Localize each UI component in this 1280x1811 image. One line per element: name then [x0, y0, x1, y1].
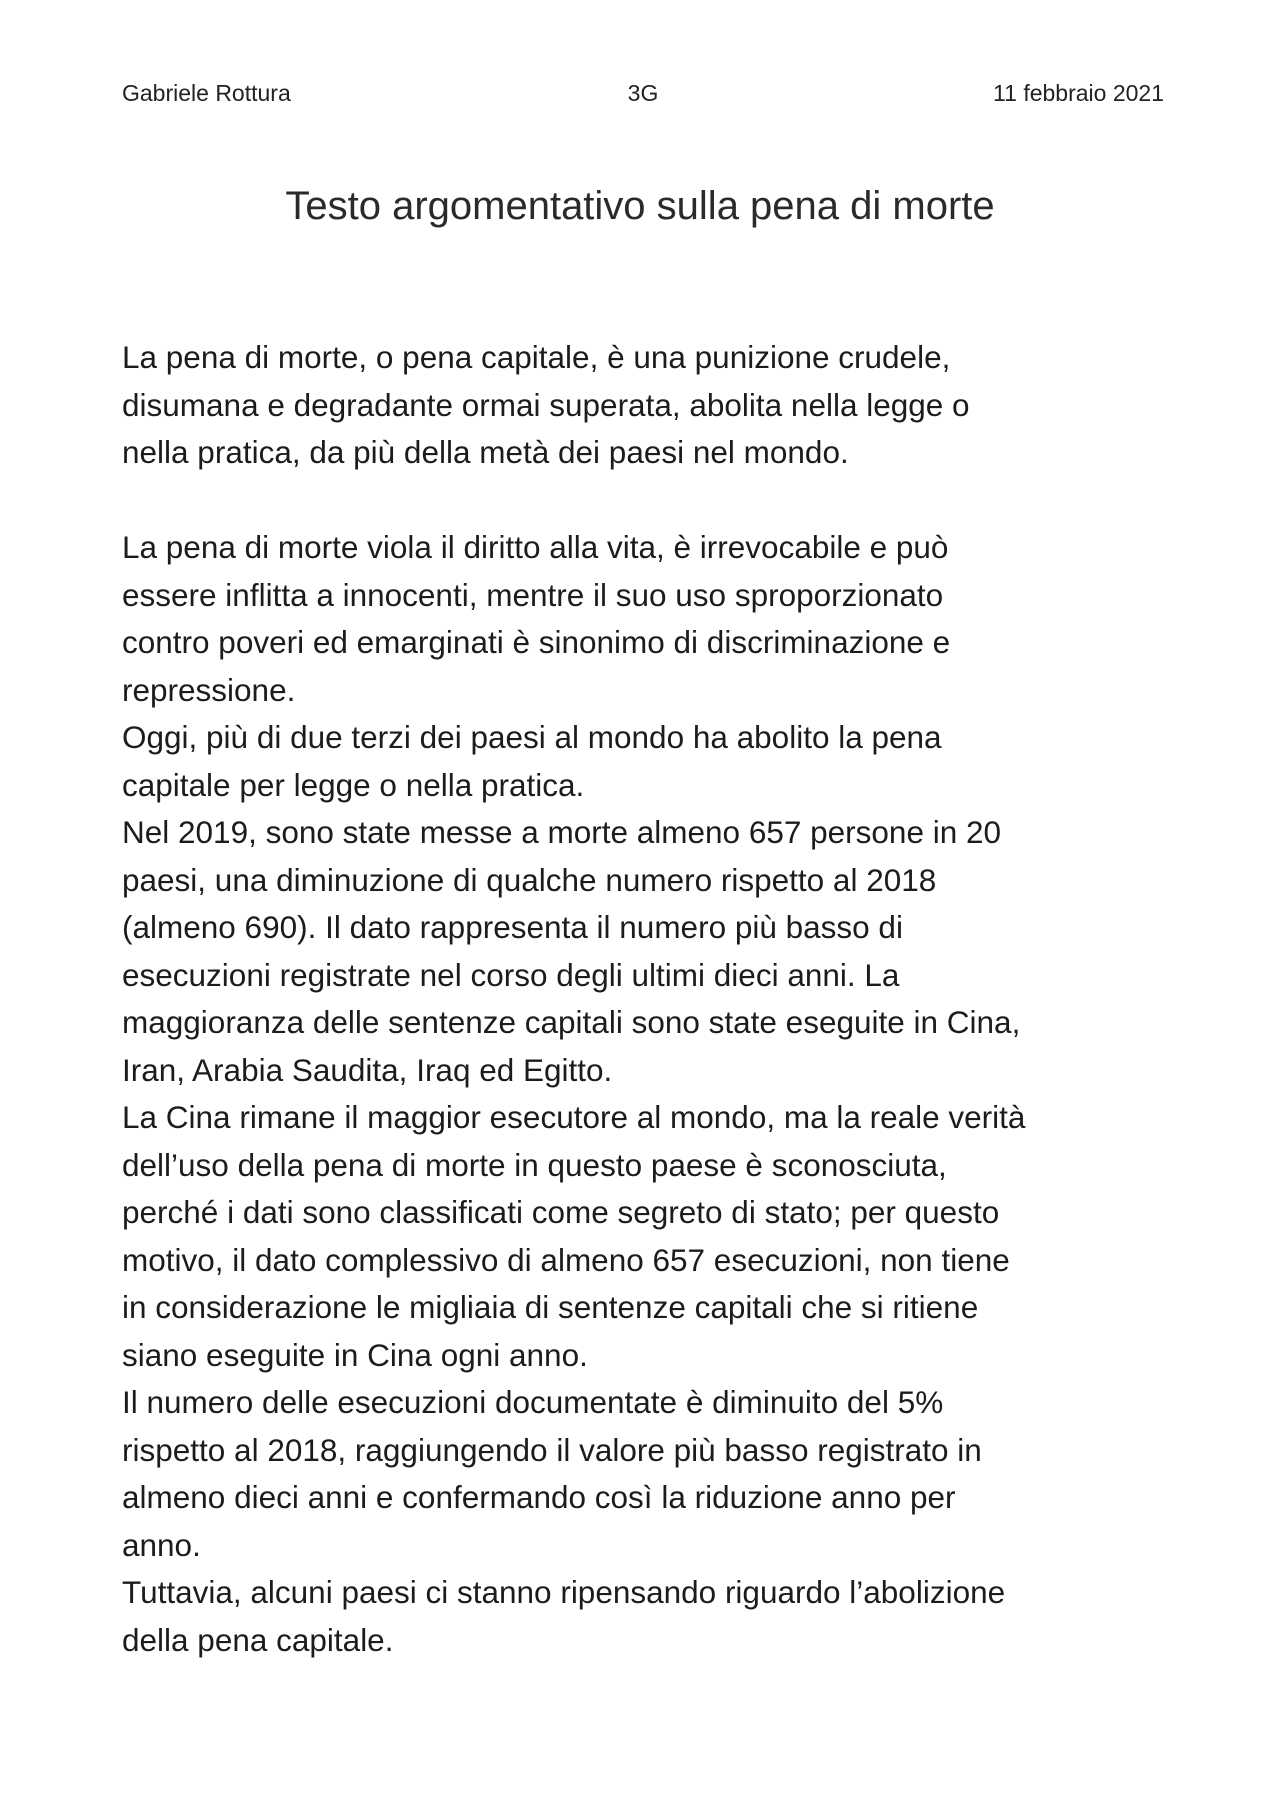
- paragraph-intro: La pena di morte, o pena capitale, è una punizione crudele, disumana e degradante ormai superata, abolita nella legge o nella pratica, da più della metà dei paesi nel mondo.: [122, 339, 970, 470]
- paragraph: Oggi, più di due terzi dei paesi al mondo ha abolito la pena capitale per legge o nella pratica.: [122, 719, 942, 803]
- document-title: Testo argomentativo sulla pena di morte: [285, 184, 995, 228]
- paragraph: Nel 2019, sono state messe a morte almeno 657 persone in 20 paesi, una diminuzione di qualche numero rispetto al 2018 (almeno 690). Il dato rappresenta il numero più basso di esecuzioni registrate nel corso degli ultimi dieci anni. La maggioranza delle sentenze capitali sono state eseguite in Cina, Iran, Arabia Saudita, Iraq ed Egitto.: [122, 814, 1021, 1088]
- document-date: 11 febbraio 2021: [993, 80, 1164, 106]
- document-body: [122, 334, 1182, 1664]
- paragraph: La pena di morte viola il diritto alla vita, è irrevocabile e può essere inflitta a innocenti, mentre il suo uso sproporzionato contro poveri ed emarginati è sinonimo di discriminazione e repressione.: [122, 529, 951, 708]
- paragraph: Il numero delle esecuzioni documentate è diminuito del 5% rispetto al 2018, raggiungendo il valore più basso registrato in almeno dieci anni e confermando così la riduzione anno per anno.: [122, 1384, 982, 1563]
- paragraph: La Cina rimane il maggior esecutore al mondo, ma la reale verità dell’uso della pena di morte in questo paese è sconosciuta, perché i dati sono classificati come segreto di stato; per questo motivo, il dato complessivo di almeno 657 esecuzioni, non tiene in considerazione le migliaia di sentenze capitali che si ritiene siano eseguite in Cina ogni anno.: [122, 1099, 1026, 1373]
- author-name: Gabriele Rottura: [122, 80, 291, 106]
- page-header: [122, 80, 1164, 110]
- paragraph: Tuttavia, alcuni paesi ci stanno ripensando riguardo l’abolizione della pena capitale.: [122, 1574, 1006, 1658]
- class-label: 3G: [627, 80, 659, 106]
